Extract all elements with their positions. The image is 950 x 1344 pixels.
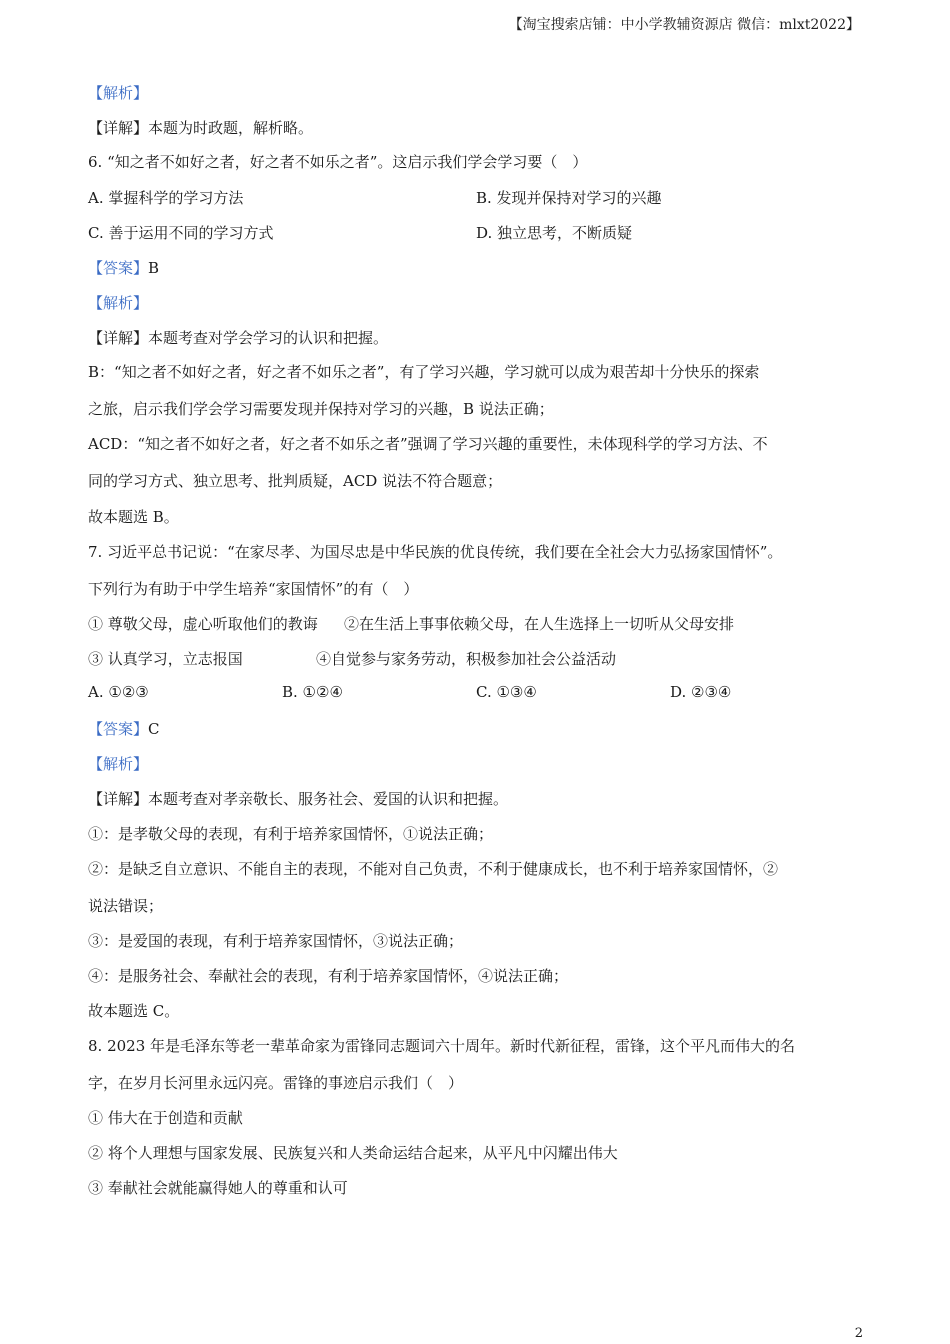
q6-option-b: B. 发现并保持对学习的兴趣 <box>476 189 662 207</box>
q6-answer <box>88 257 159 278</box>
detail-text: 本题考查对孝亲敬长、服务社会、爱国的认识和把握。 <box>148 790 509 808</box>
q7-item-1: ① 尊敬父母，虚心听取他们的教诲 <box>88 615 318 633</box>
q6-option-d: D. 独立思考，不断质疑 <box>476 224 633 242</box>
q6-explanation-3: ACD：“知之者不如好之者，好之者不如乐之者”强调了学习兴趣的重要性，未体现科学的学习方法、不 <box>88 435 768 453</box>
analysis-label: 【解析】 <box>88 755 149 773</box>
q8-item-3: ③ 奉献社会就能赢得她人的尊重和认可 <box>88 1179 348 1197</box>
q6-explanation-2: 之旅，启示我们学会学习需要发现并保持对学习的兴趣，B 说法正确； <box>88 400 554 418</box>
detail-text: 本题考查对学会学习的认识和把握。 <box>148 329 389 347</box>
q6-conclusion: 故本题选 B。 <box>88 508 179 526</box>
detail-line <box>88 117 313 138</box>
detail-label: 【详解】 <box>88 119 149 137</box>
q7-answer <box>88 718 160 739</box>
q7-explanation-5: ④：是服务社会、奉献社会的表现，有利于培养家国情怀，④说法正确； <box>88 967 569 985</box>
q7-option-d: D. ②③④ <box>670 683 732 701</box>
detail-line <box>88 788 508 809</box>
q7-explanation-3: 说法错误； <box>88 897 164 915</box>
q7-explanation-4: ③：是爱国的表现，有利于培养家国情怀，③说法正确； <box>88 932 464 950</box>
analysis-label: 【解析】 <box>88 84 149 102</box>
q8-stem-1: 8. 2023 年是毛泽东等老一辈革命家为雷锋同志题词六十周年。新时代新征程，雷锋，这个平凡而伟大的名 <box>88 1037 796 1055</box>
page-number: 2 <box>854 1326 863 1341</box>
detail-line <box>88 327 388 348</box>
q6-option-c: C. 善于运用不同的学习方式 <box>88 224 274 242</box>
detail-label: 【详解】 <box>88 790 149 808</box>
q7-item-2: ②在生活上事事依赖父母，在人生选择上一切听从父母安排 <box>344 615 735 633</box>
q7-item-4: ④自觉参与家务劳动，积极参加社会公益活动 <box>316 650 617 668</box>
q6-explanation-4: 同的学习方式、独立思考、批判质疑，ACD 说法不符合题意； <box>88 472 503 490</box>
answer-label: 【答案】 <box>88 259 149 277</box>
answer-label: 【答案】 <box>88 720 149 738</box>
q7-option-a: A. ①②③ <box>88 683 149 701</box>
q7-stem-1: 7. 习近平总书记说：“在家尽孝、为国尽忠是中华民族的优良传统，我们要在全社会大力弘扬家国情怀”。 <box>88 543 783 561</box>
q7-option-c: C. ①③④ <box>476 683 537 701</box>
q7-conclusion: 故本题选 C。 <box>88 1002 180 1020</box>
answer-value: C <box>148 720 160 738</box>
answer-value: B <box>148 259 160 277</box>
q6-stem: 6. “知之者不如好之者，好之者不如乐之者”。这启示我们学会学习要（ ） <box>88 153 588 171</box>
q8-item-2: ② 将个人理想与国家发展、民族复兴和人类命运结合起来，从平凡中闪耀出伟大 <box>88 1144 618 1162</box>
q7-explanation-1: ①：是孝敬父母的表现，有利于培养家国情怀，①说法正确； <box>88 825 494 843</box>
q7-explanation-2: ②：是缺乏自立意识、不能自主的表现，不能对自己负责，不利于健康成长，也不利于培养家国情怀，② <box>88 860 779 878</box>
q8-stem-2: 字，在岁月长河里永远闪亮。雷锋的事迹启示我们（ ） <box>88 1074 464 1092</box>
q6-option-a: A. 掌握科学的学习方法 <box>88 189 244 207</box>
q7-item-3: ③ 认真学习，立志报国 <box>88 650 243 668</box>
page-header: 【淘宝搜索店铺：中小学教辅资源店 微信：mlxt2022】 <box>508 17 860 33</box>
analysis-label: 【解析】 <box>88 294 149 312</box>
q8-item-1: ① 伟大在于创造和贡献 <box>88 1109 243 1127</box>
detail-text: 本题为时政题，解析略。 <box>148 119 314 137</box>
q7-stem-2: 下列行为有助于中学生培养“家国情怀”的有（ ） <box>88 580 419 598</box>
q7-option-b: B. ①②④ <box>282 683 343 701</box>
detail-label: 【详解】 <box>88 329 149 347</box>
q6-explanation-1: B：“知之者不如好之者，好之者不如乐之者”，有了学习兴趣，学习就可以成为艰苦却十分快乐的探索 <box>88 363 760 381</box>
